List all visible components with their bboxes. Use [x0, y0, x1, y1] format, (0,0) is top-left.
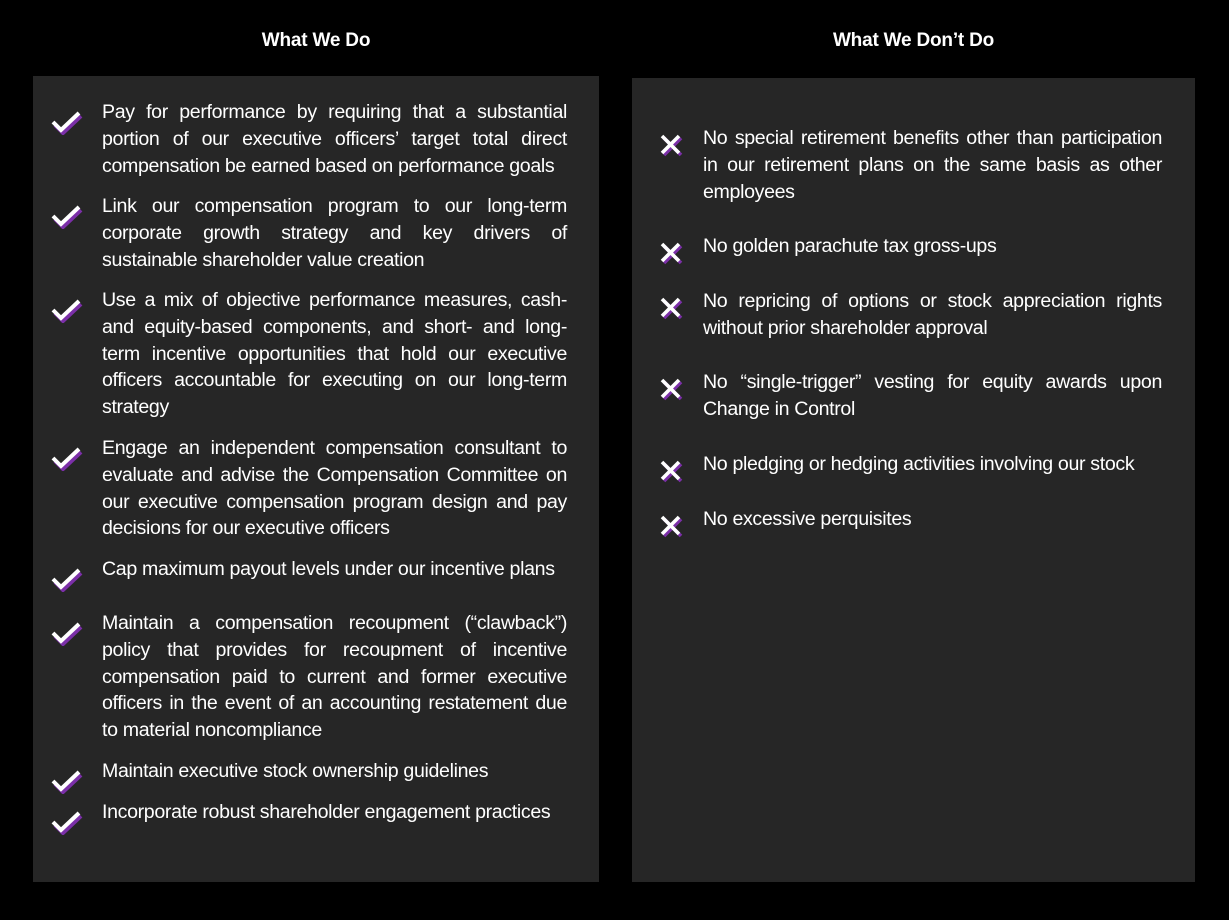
do-list-item: [49, 99, 567, 179]
dont-item-text: No pledging or hedging activities involving our stock: [703, 453, 1135, 475]
dont-list-item: [659, 369, 1164, 423]
checkmark-icon: [49, 766, 83, 794]
checkmark-icon: [49, 807, 83, 835]
x-mark-icon: [659, 514, 685, 540]
x-mark-icon: [659, 459, 685, 485]
dont-item-text: No golden parachute tax gross-ups: [703, 235, 997, 257]
do-list-item: [49, 193, 567, 273]
do-item-text: Maintain a compensation recoupment (“clawback”) policy that provides for recoupment of incentive compensation paid to current and former executive officers in the event of an accounting restatement due to material noncompliance: [102, 612, 567, 742]
x-mark-icon: [659, 133, 685, 159]
checkmark-icon: [49, 443, 83, 471]
do-list-item: [49, 556, 567, 583]
dont-item-text: No special retirement benefits other than participation in our retirement plans on the same basis as other employees: [703, 127, 1162, 203]
dont-item-text: No “single-trigger” vesting for equity awards upon Change in Control: [703, 371, 1162, 420]
do-item-text: Engage an independent compensation consultant to evaluate and advise the Compensation Committee on our executive compensation program design and pay decisions for our executive officers: [102, 437, 567, 540]
do-list-item: [49, 287, 567, 421]
do-item-text: Link our compensation program to our long-term corporate growth strategy and key drivers of sustainable shareholder value creation: [102, 195, 567, 271]
do-item-text: Use a mix of objective performance measures, cash-and equity-based components, and short- and long-term incentive opportunities that hold our executive officers accountable for executing on our long-term strategy: [102, 289, 567, 419]
what-we-dont-do-panel: [632, 78, 1195, 882]
checkmark-icon: [49, 618, 83, 646]
what-we-do-panel: [33, 76, 599, 882]
do-list-item: [49, 610, 567, 744]
dont-list-item: [659, 451, 1164, 478]
dont-item-text: No repricing of options or stock appreciation rights without prior shareholder approval: [703, 290, 1162, 339]
x-mark-icon: [659, 241, 685, 267]
do-list-item: [49, 435, 567, 542]
do-list-item: [49, 799, 567, 826]
x-mark-icon: [659, 377, 685, 403]
dont-list-item: [659, 288, 1164, 342]
what-we-do-heading: What We Do: [261, 30, 371, 51]
dont-item-text: No excessive perquisites: [703, 508, 912, 530]
dont-list-item: [659, 125, 1164, 205]
checkmark-icon: [49, 295, 83, 323]
do-item-text: Cap maximum payout levels under our incentive plans: [102, 558, 555, 580]
do-item-text: Incorporate robust shareholder engagement practices: [102, 801, 551, 823]
do-item-text: Pay for performance by requiring that a substantial portion of our executive officers’ target total direct compensation be earned based on performance goals: [102, 101, 567, 177]
checkmark-icon: [49, 564, 83, 592]
checkmark-icon: [49, 107, 83, 135]
dont-list-item: [659, 233, 1164, 260]
do-item-text: Maintain executive stock ownership guidelines: [102, 760, 489, 782]
x-mark-icon: [659, 296, 685, 322]
what-we-dont-do-heading: What We Don’t Do: [832, 30, 995, 51]
checkmark-icon: [49, 201, 83, 229]
do-list-item: [49, 758, 567, 785]
dont-list-item: [659, 506, 1164, 533]
